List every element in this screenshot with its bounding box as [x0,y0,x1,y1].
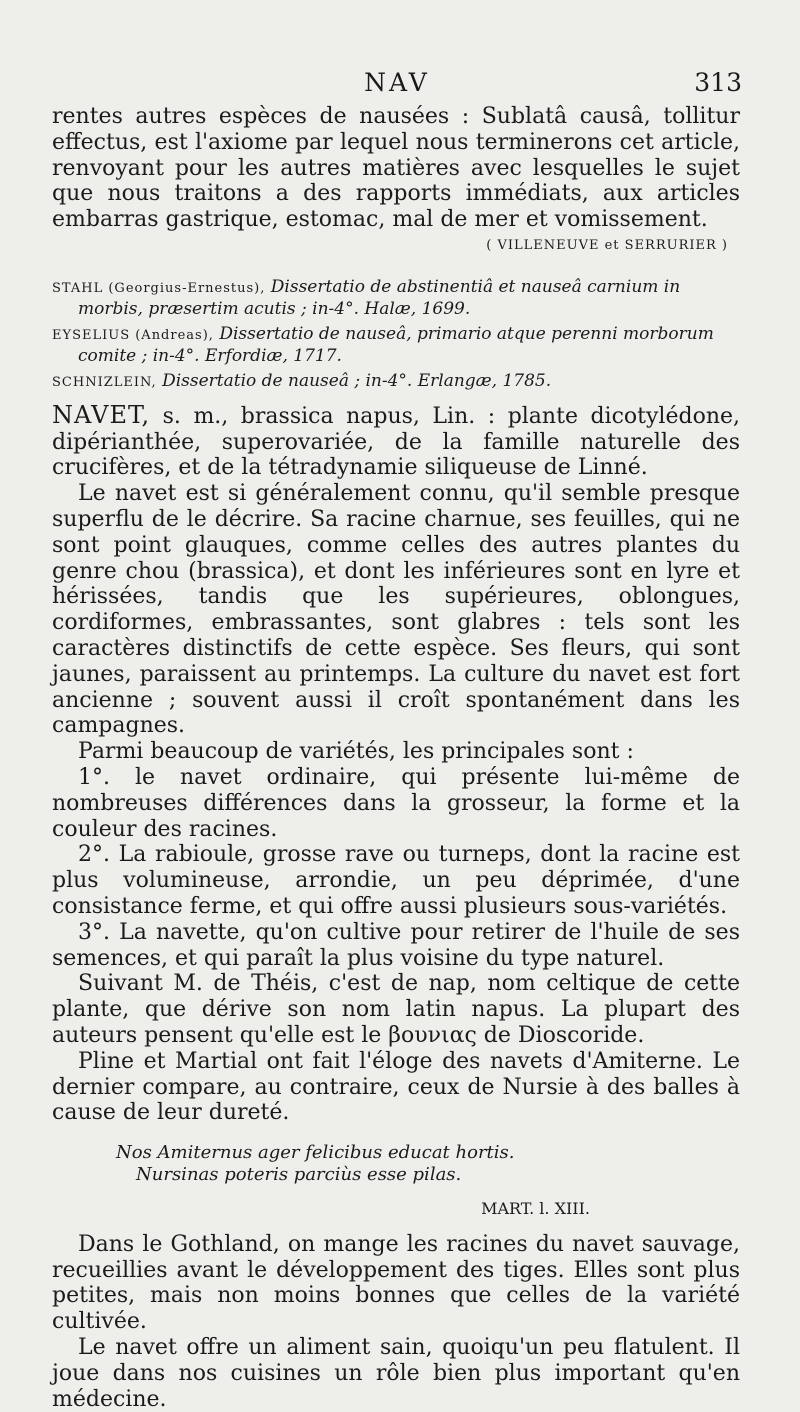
entry-headword: NAVET, [52,400,151,429]
reference-item [52,324,740,367]
reference-author: SCHNIZLEIN, [52,374,157,390]
dictionary-entry-navet [52,400,740,1412]
author-signature: ( VILLENEUVE et SERRURIER ) [486,237,728,253]
page-body [52,104,740,1412]
entry-paragraph: Dans le Gothland, on mange les racines du navet sauvage, recueillies avant le développement des tiges. Elles sont plus petites, mais non moins bonnes que celles de la variété cultivée. [52,1231,740,1335]
page-number: 313 [694,68,742,97]
entry-paragraph: Suivant M. de Théis, c'est de nap, nom celtique de cette plante, que dérive son nom latin napus. La plupart des auteurs pensent qu'elle est le βουνιας de Dioscoride. [52,971,740,1048]
quotation-line: Nursinas poteris parciùs esse pilas. [136,1164,462,1186]
reference-author: EYSELIUS (Andreas), [52,327,214,343]
continued-paragraph: rentes autres espèces de nausées : Sublatâ causâ, tollitur effectus, est l'axiome par lequel nous terminerons cet article, renvoyant pour les autres matières avec lesquelles le sujet que nous traitons a des rapports immédiats, aux articles embarras gastrique, estomac, mal de mer et vomissement. [52,104,740,233]
entry-definition-text: s. m., brassica napus, Lin. : plante dicotylédone, dipérianthée, superovariée, de la famille naturelle des crucifères, et de la tétradynamie siliqueuse de Linné. [52,403,740,481]
reference-author: STAHL (Georgius-Ernestus), [52,280,266,296]
entry-paragraph: Parmi beaucoup de variétés, les principales sont : [78,739,634,765]
quotation-line: Nos Amiternus ager felicibus educat hortis. [116,1142,515,1164]
bibliography [52,277,740,393]
reference-text: Dissertatio de abstinentiâ et nauseâ carnium in morbis, præsertim acutis ; in-4°. Halæ, 1699. [78,276,681,319]
running-title: NAV [364,68,430,97]
variety-item: 2°. La rabioule, grosse rave ou turneps, dont la racine est plus volumineuse, arrondie, un peu déprimée, d'une consistance ferme, et qui offre aussi plusieurs sous-variétés. [52,842,740,919]
reference-item [52,371,740,393]
latin-quotation [116,1142,740,1186]
running-header [52,68,742,104]
entry-paragraph: Le navet offre un aliment sain, quoiqu'un peu flatulent. Il joue dans nos cuisines un rôle bien plus important qu'en médecine. [52,1335,740,1412]
reference-text: Dissertatio de nauseâ, primario atque perenni morborum comite ; in-4°. Erfordiæ, 1717. [78,323,714,366]
entry-paragraph: Pline et Martial ont fait l'éloge des navets d'Amiterne. Le dernier compare, au contraire, ceux de Nursie à des balles à cause de leur dureté. [52,1048,740,1126]
reference-item [52,277,740,320]
entry-paragraph: Le navet est si généralement connu, qu'il semble presque superflu de le décrire. Sa racine charnue, ses feuilles, qui ne sont point glauques, comme celles des autres plantes du genre chou (brassica), et dont les inférieures sont en lyre et hérissées, tandis que les supérieures, oblongues, cordiformes, embrassantes, sont glabres : tels sont les caractères distinctifs de cette espèce. Ses fleurs, qui sont jaunes, paraissent au printemps. La culture du navet est fort ancienne ; souvent aussi il croît spontanément dans les campagnes. [52,481,740,739]
reference-text: Dissertatio de nauseâ ; in-4°. Erlangæ, 1785. [162,370,552,391]
variety-item: 1°. le navet ordinaire, qui présente lui-même de nombreuses différences dans la grosseur, la forme et la couleur des racines. [52,764,740,842]
entry-definition [52,400,740,481]
variety-item: 3°. La navette, qu'on cultive pour retirer de l'huile de ses semences, et qui paraît la plus voisine du type naturel. [52,919,740,971]
quotation-source: MART. l. XIII. [481,1199,590,1219]
